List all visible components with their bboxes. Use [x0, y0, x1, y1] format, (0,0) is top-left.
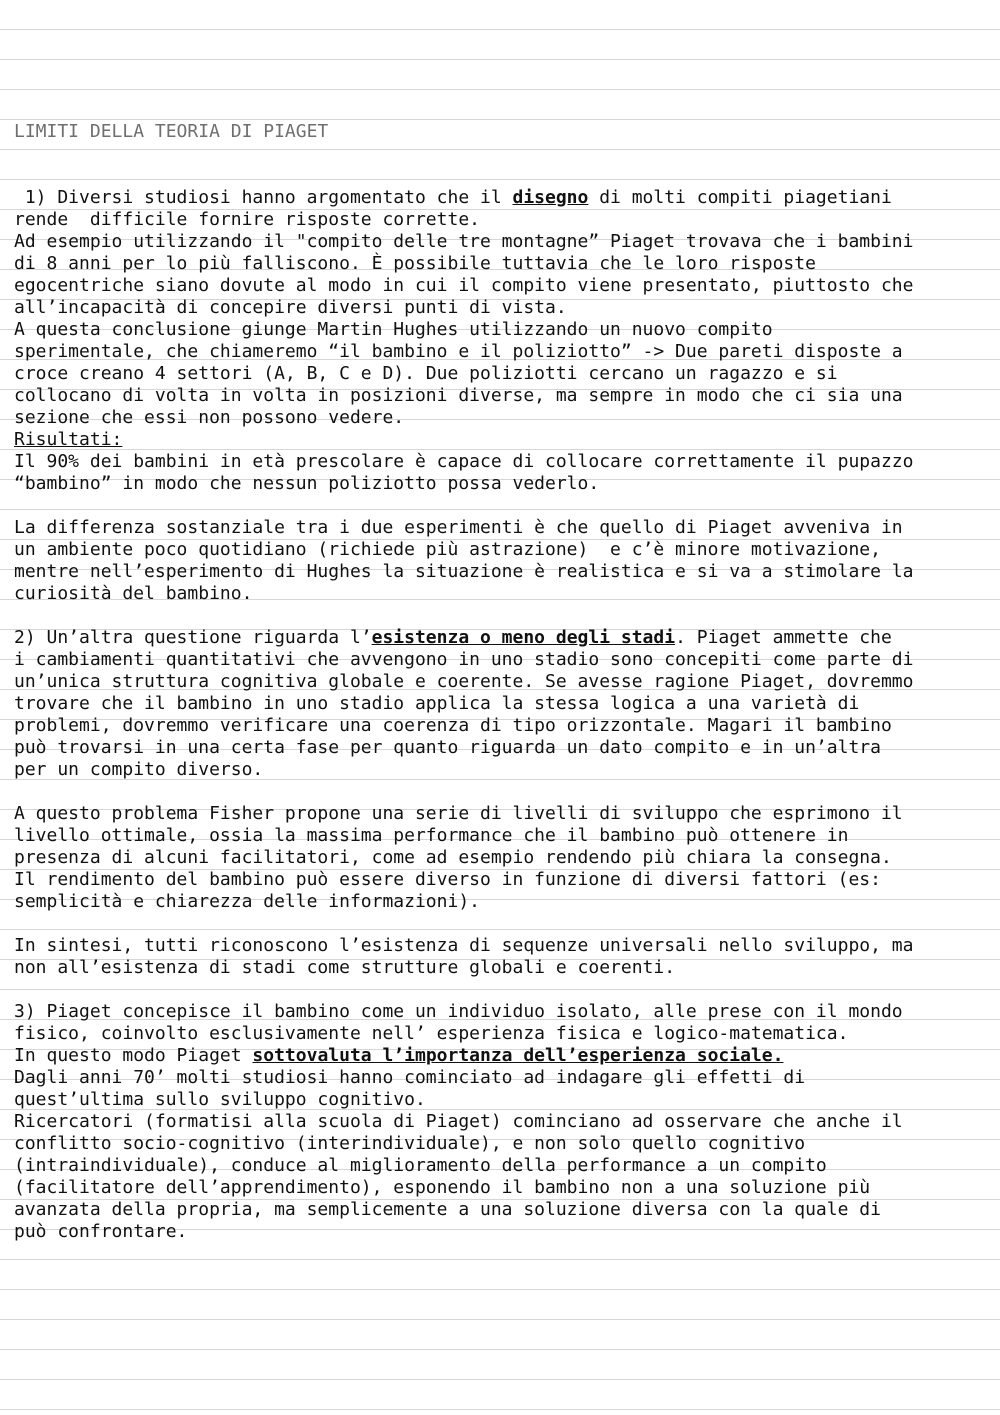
text-line: [14, 1199, 989, 1221]
text-segment: Il 90% dei bambini in età prescolare è capace di collocare correttamente il pupazzo: [14, 451, 914, 472]
text-line: [14, 385, 989, 407]
text-segment: In questo modo Piaget: [14, 1045, 253, 1066]
text-line: [14, 209, 989, 231]
text-line: [14, 759, 989, 781]
document-body: [14, 77, 989, 1287]
text-line: [14, 429, 989, 451]
text-segment: presenza di alcuni facilitatori, come ad esempio rendendo più chiara la consegna.: [14, 847, 892, 868]
text-line: [14, 473, 989, 495]
text-line: [14, 847, 989, 869]
text-line: [14, 605, 989, 627]
text-line: [14, 1155, 989, 1177]
text-segment: di molti compiti piagetiani: [588, 187, 892, 208]
text-line: [14, 1133, 989, 1155]
text-segment: semplicità e chiarezza delle informazioni).: [14, 891, 480, 912]
text-line: [14, 803, 989, 825]
text-segment: non all’esistenza di stadi come strutture globali e coerenti.: [14, 957, 676, 978]
text-segment: trovare che il bambino in uno stadio applica la stessa logica a una varietà di: [14, 693, 860, 714]
text-line: [14, 781, 989, 803]
text-segment: Il rendimento del bambino può essere diverso in funzione di diversi fattori (es:: [14, 869, 881, 890]
text-segment: sperimentale, che chiameremo “il bambino e il poliziotto” -> Due pareti disposte a: [14, 341, 903, 362]
text-segment: per un compito diverso.: [14, 759, 264, 780]
text-line: [14, 671, 989, 693]
text-line: [14, 715, 989, 737]
text-line: [14, 275, 989, 297]
text-line: [14, 319, 989, 341]
text-line: [14, 187, 989, 209]
text-segment: Dagli anni 70’ molti studiosi hanno cominciato ad indagare gli effetti di: [14, 1067, 806, 1088]
text-segment: livello ottimale, ossia la massima performance che il bambino può ottenere in: [14, 825, 849, 846]
text-segment: di 8 anni per lo più falliscono. È possibile tuttavia che le loro risposte: [14, 253, 816, 274]
text-segment: i cambiamenti quantitativi che avvengono in uno stadio sono concepiti come parte di: [14, 649, 914, 670]
text-line: [14, 253, 989, 275]
emphasized-text: Risultati:: [14, 429, 123, 450]
text-segment: (intraindividuale), conduce al miglioramento della performance a un compito: [14, 1155, 827, 1176]
text-segment: Ad esempio utilizzando il "compito delle tre montagne” Piaget trovava che i bambini: [14, 231, 914, 252]
text-line: [14, 561, 989, 583]
text-line: [14, 341, 989, 363]
text-segment: La differenza sostanziale tra i due esperimenti è che quello di Piaget avveniva in: [14, 517, 903, 538]
text-segment: curiosità del bambino.: [14, 583, 253, 604]
text-line: [14, 297, 989, 319]
text-line: [14, 957, 989, 979]
emphasized-text: sottovaluta l’importanza dell’esperienza sociale.: [252, 1045, 784, 1066]
text-segment: . Piaget ammette che: [675, 627, 892, 648]
emphasized-text: disegno: [512, 187, 589, 208]
text-segment: 2) Un’altra questione riguarda l’: [14, 627, 372, 648]
text-line: [14, 935, 989, 957]
text-line: [14, 495, 989, 517]
text-segment: Ricercatori (formatisi alla scuola di Piaget) cominciano ad osservare che anche il: [14, 1111, 903, 1132]
text-line: [14, 363, 989, 385]
text-line: [14, 693, 989, 715]
text-segment: “bambino” in modo che nessun poliziotto possa vederlo.: [14, 473, 600, 494]
text-line: [14, 407, 989, 429]
text-line: [14, 1111, 989, 1133]
text-line: [14, 1045, 989, 1067]
text-line: [14, 913, 989, 935]
text-segment: conflitto socio-cognitivo (interindividuale), e non solo quello cognitivo: [14, 1133, 806, 1154]
text-segment: problemi, dovremmo verificare una coerenza di tipo orizzontale. Magari il bambino: [14, 715, 892, 736]
text-segment: A questo problema Fisher propone una serie di livelli di sviluppo che esprimono il: [14, 803, 903, 824]
text-line: [14, 451, 989, 473]
text-segment: egocentriche siano dovute al modo in cui il compito viene presentato, piuttosto che: [14, 275, 914, 296]
text-line: [14, 627, 989, 649]
text-segment: rende difficile fornire risposte corrette.: [14, 209, 480, 230]
text-line: [14, 1001, 989, 1023]
text-line: [14, 1089, 989, 1111]
text-segment: un ambiente poco quotidiano (richiede più astrazione) e c’è minore motivazione,: [14, 539, 881, 560]
text-segment: può confrontare.: [14, 1221, 188, 1242]
text-line: [14, 891, 989, 913]
text-segment: collocano di volta in volta in posizioni diverse, ma sempre in modo che ci sia una: [14, 385, 903, 406]
text-line: [14, 649, 989, 671]
text-segment: croce creano 4 settori (A, B, C e D). Due poliziotti cercano un ragazzo e si: [14, 363, 838, 384]
text-segment: un’unica struttura cognitiva globale e coerente. Se avesse ragione Piaget, dovremmo: [14, 671, 914, 692]
emphasized-text: esistenza o meno degli stadi: [371, 627, 676, 648]
document-lines: [14, 187, 989, 1243]
text-segment: quest’ultima sullo sviluppo cognitivo.: [14, 1089, 426, 1110]
text-line: [14, 1221, 989, 1243]
text-segment: avanzata della propria, ma semplicemente a una soluzione diversa con la quale di: [14, 1199, 881, 1220]
text-line: [14, 825, 989, 847]
text-segment: 3) Piaget concepisce il bambino come un individuo isolato, alle prese con il mondo: [14, 1001, 903, 1022]
text-line: [14, 539, 989, 561]
text-segment: sezione che essi non possono vedere.: [14, 407, 405, 428]
text-line: [14, 869, 989, 891]
text-line: [14, 979, 989, 1001]
text-segment: all’incapacità di concepire diversi punti di vista.: [14, 297, 567, 318]
text-line: [14, 1023, 989, 1045]
text-segment: In sintesi, tutti riconoscono l’esistenza di sequenze universali nello sviluppo, ma: [14, 935, 914, 956]
text-line: [14, 737, 989, 759]
text-segment: A questa conclusione giunge Martin Hughes utilizzando un nuovo compito: [14, 319, 773, 340]
text-line: [14, 1067, 989, 1089]
text-line: [14, 583, 989, 605]
text-segment: fisico, coinvolto esclusivamente nell’ esperienza fisica e logico-matematica.: [14, 1023, 849, 1044]
text-segment: mentre nell’esperimento di Hughes la situazione è realistica e si va a stimolare la: [14, 561, 914, 582]
text-line: [14, 517, 989, 539]
text-line: [14, 231, 989, 253]
text-segment: può trovarsi in una certa fase per quanto riguarda un dato compito e in un’altra: [14, 737, 881, 758]
text-segment: 1) Diversi studiosi hanno argomentato che il: [14, 187, 513, 208]
text-segment: (facilitatore dell’apprendimento), esponendo il bambino non a una soluzione più: [14, 1177, 871, 1198]
text-line: [14, 1177, 989, 1199]
page-title: LIMITI DELLA TEORIA DI PIAGET: [14, 121, 329, 142]
